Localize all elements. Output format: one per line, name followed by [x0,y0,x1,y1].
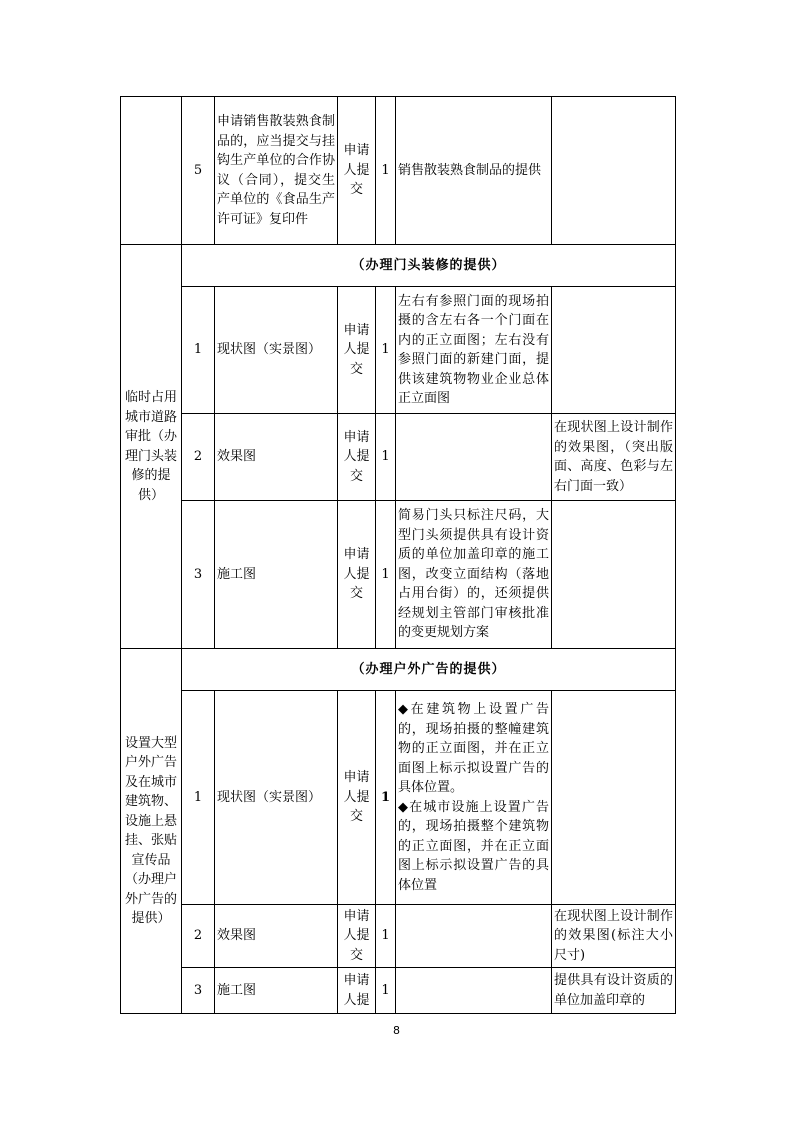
note-text: 在现状图上设计制作的效果图，（突出版面、高度、色彩与左右门面一致） [552,414,676,501]
row-number: 2 [182,905,215,968]
table-row [121,691,676,905]
material-source: 申请人提 [338,968,376,1014]
requirement-text [396,691,552,905]
copy-count: 1 [376,968,396,1014]
table-row [121,97,676,245]
material-source: 申请人提交 [338,97,376,245]
material-source: 申请人提交 [338,287,376,414]
requirement-text [396,905,552,968]
requirement-text: 销售散装熟食制品的提供 [396,97,552,245]
requirement-text [396,414,552,501]
requirement-text: 左右有参照门面的现场拍摄的含左右各一个门面在内的正立面图；左右没有参照门面的新建门面，提供该建筑物物业企业总体正立面图 [396,287,552,414]
copy-count: 1 [376,905,396,968]
material-name: 效果图 [215,905,338,968]
material-name: 施工图 [215,968,338,1014]
material-name: 效果图 [215,414,338,501]
section-header-row [121,245,676,287]
material-source: 申请人提交 [338,691,376,905]
note-text [552,501,676,649]
note-text [552,97,676,245]
note-text [552,691,676,905]
row-number: 3 [182,968,215,1014]
copy-count: 1 [376,691,396,905]
section-header-row [121,649,676,691]
row-number: 3 [182,501,215,649]
note-text: 提供具有设计资质的单位加盖印章的 [552,968,676,1014]
approval-item-door: 临时占用城市道路审批（办理门头装修的提供） [121,245,182,649]
table-row [121,905,676,968]
material-source: 申请人提交 [338,414,376,501]
page-number: 8 [393,1024,400,1037]
table-row [121,968,676,1014]
copy-count: 1 [376,97,396,245]
note-text: 在现状图上设计制作的效果图(标注大小尺寸) [552,905,676,968]
copy-count: 1 [376,501,396,649]
section-title-ad: （办理户外广告的提供） [182,649,676,691]
row-number: 2 [182,414,215,501]
row-number: 5 [182,97,215,245]
table-row [121,501,676,649]
note-text [552,287,676,414]
material-name: 现状图（实景图） [215,691,338,905]
material-name: 施工图 [215,501,338,649]
copy-count: 1 [376,287,396,414]
requirement-bullet-building: ◆在建筑物上设置广告的，现场拍摄的整幢建筑物的正立面图，并在正立面图上标示拟设置广告的具体位置。 [398,702,549,795]
item-cell-empty [121,97,182,245]
table-row [121,287,676,414]
material-source: 申请人提交 [338,501,376,649]
requirement-bullet-facility: ◆在城市设施上设置广告的，现场拍摄整个建筑物的正立面图，并在正立面图上标示拟设置广告的具体位置 [398,799,549,893]
row-number: 1 [182,691,215,905]
copy-count: 1 [376,414,396,501]
requirement-text [396,968,552,1014]
material-source: 申请人提交 [338,905,376,968]
row-number: 1 [182,287,215,414]
material-name: 申请销售散装熟食制品的，应当提交与挂钩生产单位的合作协议（合同），提交生产单位的《食品生产许可证》复印件 [215,97,338,245]
approval-item-ad: 设置大型户外广告及在城市建筑物、设施上悬挂、张贴宣传品（办理户外广告的提供） [121,649,182,1014]
table-row [121,414,676,501]
materials-table [120,96,676,1014]
section-title-door: （办理门头装修的提供） [182,245,676,287]
material-name: 现状图（实景图） [215,287,338,414]
requirement-text: 简易门头只标注尺码，大型门头须提供具有设计资质的单位加盖印章的施工图，改变立面结构（落地占用台街）的，还须提供经规划主管部门审核批准的变更规划方案 [396,501,552,649]
